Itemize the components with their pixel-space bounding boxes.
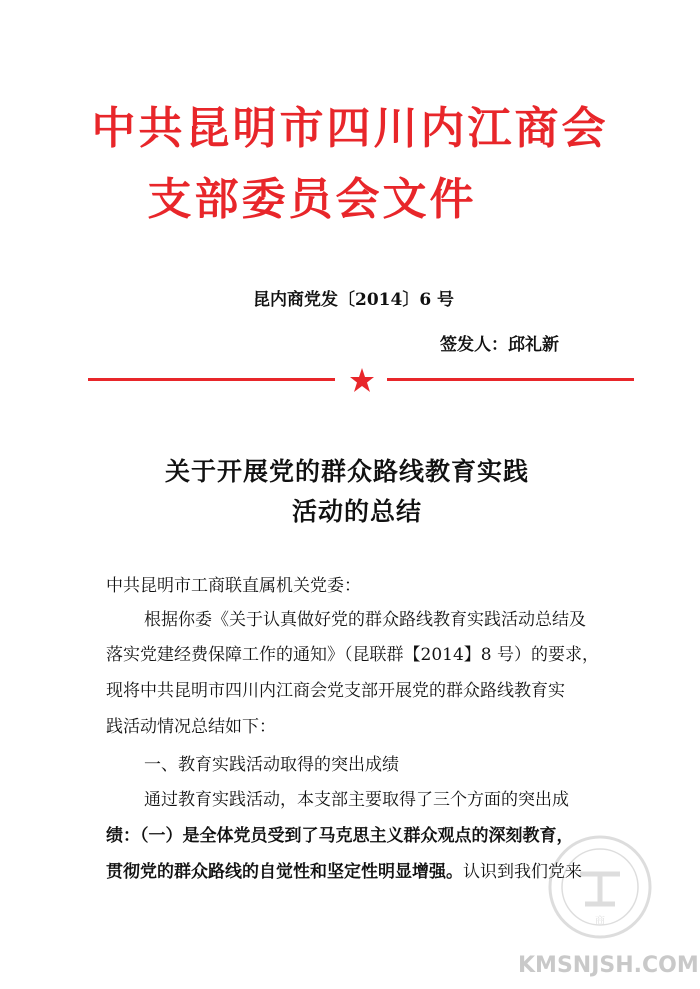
paragraph-line: 践活动情况总结如下：	[106, 717, 276, 737]
watermark-seal-icon	[545, 832, 655, 942]
paragraph-line-bold: 绩：（一）是全体党员受到了马克思主义群众观点的深刻教育，	[106, 826, 574, 846]
watermark-text: KMSNJSH.COM	[518, 953, 699, 978]
regular-text: 认识到我们党来	[463, 862, 582, 882]
document-title-line1: 关于开展党的群众路线教育实践	[164, 457, 529, 486]
red-star-icon	[349, 367, 375, 393]
seal-text: 商	[595, 916, 605, 927]
header-title-line1: 中共昆明市四川内江商会	[91, 103, 609, 154]
red-rule-left	[88, 378, 335, 381]
red-rule-right	[387, 378, 634, 381]
document-title-line2: 活动的总结	[291, 497, 422, 526]
bold-text: 贯彻党的群众路线的自觉性和坚定性明显增强。	[106, 862, 463, 882]
section-heading: 一、教育实践活动取得的突出成绩	[144, 755, 399, 775]
paragraph-line	[106, 857, 582, 882]
signer: 签发人：邱礼新	[440, 335, 559, 355]
document-number: 昆内商党发〔2014〕6 号	[253, 290, 455, 310]
salutation: 中共昆明市工商联直属机关党委：	[106, 576, 361, 596]
paragraph-line: 落实党建经费保障工作的通知》（昆联群【2014】8 号）的要求，	[106, 645, 599, 665]
header-title-line2: 支部委员会文件	[147, 174, 477, 225]
paragraph-line: 根据你委《关于认真做好党的群众路线教育实践活动总结及	[144, 610, 586, 630]
paragraph-line: 通过教育实践活动，本支部主要取得了三个方面的突出成	[144, 790, 569, 810]
paragraph-line: 现将中共昆明市四川内江商会党支部开展党的群众路线教育实	[106, 681, 565, 701]
